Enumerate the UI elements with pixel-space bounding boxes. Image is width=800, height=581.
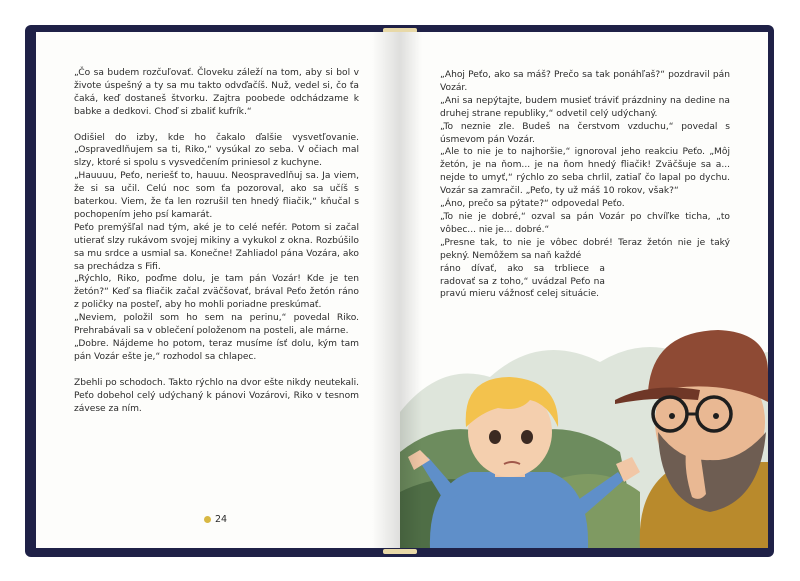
page-gutter-shadow (372, 32, 400, 548)
left-page-text (74, 67, 359, 415)
paragraph: ráno dívať, ako sa trbliece a radovať sa z toho,“ uvádzal Peťo na pravú mieru vážnosť celej situácie. (440, 263, 605, 300)
paragraph: „Rýchlo, Riko, poďme dolu, je tam pán Vozár! Kde je ten žetón?“ Keď sa fliačik začal zväčšovať, brával Peťo žetón ráno z poličky na posteľ, aby ho mohli poriadne preskúmať. (74, 274, 359, 311)
boy-eye (521, 430, 533, 444)
paragraph: Odišiel do izby, kde ho čakalo ďalšie vysvetľovanie. „Ospravedlňujem sa ti, Riko,“ vysúkal zo seba. V očiach mal slzy, ktoré si spolu s vysvedčením priniesol z kuchyne. (74, 132, 359, 169)
right-page (400, 32, 768, 548)
paragraph: Peťo premýšľal nad tým, aké je to celé nefér. Potom si začal utierať slzy rukávom svojej mikiny a vykukol z okna. Rozbúšilo sa mu srdce a usmial sa. Konečne! Zahliadol pána Vozára, ako sa prechádza s Fifi. (74, 222, 359, 272)
page-number-dot-icon (204, 516, 211, 523)
left-page (36, 32, 400, 548)
paragraph: „Dobre. Nájdeme ho potom, teraz musíme ísť dolu, kým tam pán Vozár ešte je,“ rozhodol sa chlapec. (74, 339, 359, 362)
paragraph: „Hauuuu, Peťo, neriešť to, hauuu. Neospravedlňuj sa. Ja viem, že si sa učil. Celú noc som ťa pozoroval, ako sa učíš s baterkou. Viem, že ťa len rozrušil ten hnedý fliačik,“ kňučal s pochopením jeho psí kamarát. (74, 171, 359, 220)
paragraph: „Ahoj Peťo, ako sa máš? Prečo sa tak ponáhľaš?“ pozdravil pán Vozár. (440, 70, 730, 93)
right-page-text (440, 69, 730, 301)
paragraph: „Ale to nie je to najhoršie,“ ignoroval jeho reakciu Peťo. „Môj žetón, je na ňom... je na ňom hnedý fliačik! Zväčšuje sa a... nejde to umyť,“ rýchlo zo seba chrlil, zatiaľ čo lapal po dychu. Vozár sa zamračil. „Peťo, ty už máš 10 rokov, však?“ (440, 147, 730, 197)
page-number-label: 24 (215, 514, 228, 525)
paragraph: „Presne tak, to nie je vôbec dobré! Teraz žetón nie je taký pekný. Nemôžem sa naň každé (440, 237, 730, 261)
paragraph: „Áno, prečo sa pýtate?“ odpovedal Peťo. (440, 199, 625, 210)
boy-sweater (430, 472, 588, 548)
paragraph: „Neviem, položil som ho sem na perinu,“ povedal Riko. Prehrabávali sa v oblečení položenom na posteli, ale márne. (74, 313, 359, 337)
paragraph: „To nie je dobré,“ ozval sa pán Vozár po chvíľke ticha, „to vôbec... nie je... dobré.“ (440, 211, 730, 235)
bookmark-ribbon-bottom (383, 549, 417, 554)
paragraph: „Ani sa nepýtajte, budem musieť tráviť prázdniny na dedine na druhej strane republiky,“ odvetil celý udýchaný. (440, 95, 730, 119)
paragraph: „To neznie zle. Budeš na čerstvom vzduchu,“ povedal s úsmevom pán Vozár. (440, 121, 730, 145)
page-gutter-shadow (400, 32, 422, 548)
boy-eye (489, 430, 501, 444)
paragraph: Zbehli po schodoch. Takto rýchlo na dvor ešte nikdy neutekali. Peťo dobehol celý udýchaný k pánovi Vozárovi, Riko v tesnom závese za ním. (74, 377, 359, 414)
paragraph: „Čo sa budem rozčuľovať. Človeku záleží na tom, aby si bol v živote úspešný a ty sa mu takto odvďačíš. Nuž, vedel si, čo ťa čaká, keď dostaneš štvorku. Zajtra poobede odchádzame k babke a dedkovi. Choď si zbaliť kufrík.“ (74, 68, 359, 117)
page-number (204, 514, 227, 525)
